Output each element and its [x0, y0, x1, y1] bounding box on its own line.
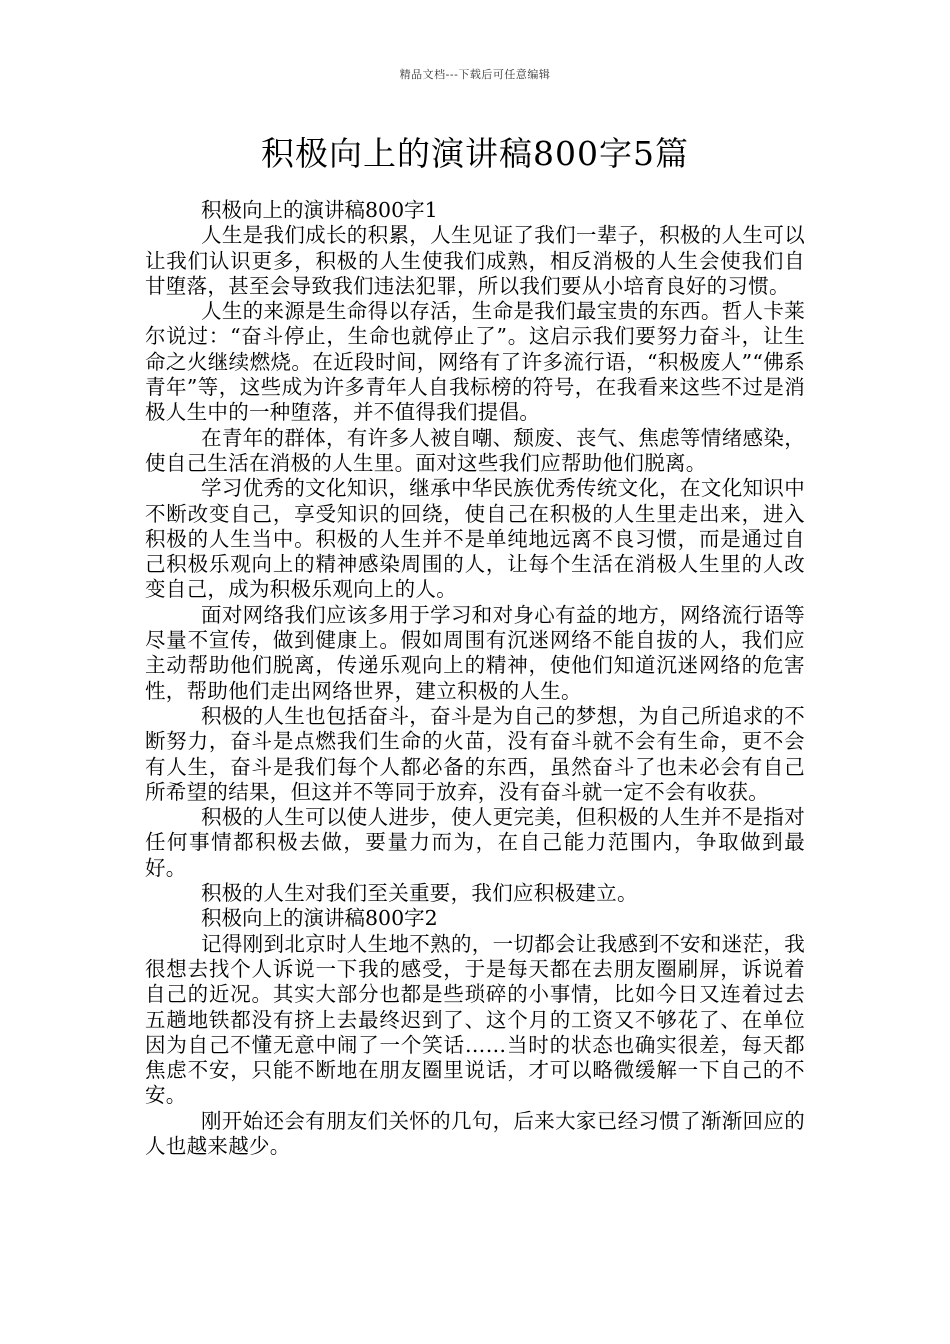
paragraph: 面对网络我们应该多用于学习和对身心有益的地方，网络流行语等尽量不宣传，做到健康上。假如周围有沉迷网络不能自拔的人，我们应主动帮助他们脱离，传递乐观向上的精神，使他们知道沉迷网络的危害性，帮助他们走出网络世界，建立积极的人生。 — [145, 602, 805, 703]
paragraph: 在青年的群体，有许多人被自嘲、颓废、丧气、焦虑等情绪感染，使自己生活在消极的人生里。面对这些我们应帮助他们脱离。 — [145, 425, 805, 475]
paragraph: 刚开始还会有朋友们关怀的几句，后来大家已经习惯了渐渐回应的人也越来越少。 — [145, 1108, 805, 1158]
paragraph: 积极的人生可以使人进步，使人更完美，但积极的人生并不是指对任何事情都积极去做，要量力而为，在自己能力范围内，争取做到最好。 — [145, 805, 805, 880]
header-note: 精品文档---下载后可任意编辑 — [399, 68, 551, 81]
paragraph: 积极的人生也包括奋斗，奋斗是为自己的梦想，为自己所追求的不断努力，奋斗是点燃我们生命的火苗，没有奋斗就不会有生命，更不会有人生，奋斗是我们每个人都必备的东西，虽然奋斗了也未必会有自己所希望的结果，但这并不等同于放弃，没有奋斗就一定不会有收获。 — [145, 703, 805, 804]
document-body — [145, 198, 805, 1159]
paragraph: 记得刚到北京时人生地不熟的，一切都会让我感到不安和迷茫，我很想去找个人诉说一下我的感受，于是每天都在去朋友圈刷屏，诉说着自己的近况。其实大部分也都是些琐碎的小事情，比如今日又连着过去五趟地铁都没有挤上去最终迟到了、这个月的工资又不够花了、在单位因为自己不懂无意中闹了一个笑话……当时的状态也确实很差，每天都焦虑不安，只能不断地在朋友圈里说话，才可以略微缓解一下自己的不安。 — [145, 931, 805, 1108]
section-heading: 积极向上的演讲稿800字2 — [201, 906, 438, 931]
paragraph: 人生是我们成长的积累，人生见证了我们一辈子，积极的人生可以让我们认识更多，积极的人生使我们成熟，相反消极的人生会使我们自甘堕落，甚至会导致我们违法犯罪，所以我们要从小培育良好的习惯。 — [145, 223, 805, 298]
section-heading: 积极向上的演讲稿800字1 — [201, 198, 438, 222]
paragraph: 人生的来源是生命得以存活，生命是我们最宝贵的东西。哲人卡莱尔说过：“奋斗停止，生命也就停止了”。这启示我们要努力奋斗，让生命之火继续燃烧。在近段时间，网络有了许多流行语，“积极废人”“佛系青年”等，这些成为许多青年人自我标榜的符号，在我看来这些不过是消极人生中的一种堕落，并不值得我们提倡。 — [145, 299, 805, 425]
paragraph: 学习优秀的文化知识，继承中华民族优秀传统文化，在文化知识中不断改变自己，享受知识的回绕，使自己在积极的人生里走出来，进入积极的人生当中。积极的人生并不是单纯地远离不良习惯，而是通过自己积极乐观向上的精神感染周围的人，让每个生活在消极人生里的人改变自己，成为积极乐观向上的人。 — [145, 476, 805, 602]
paragraph: 积极的人生对我们至关重要，我们应积极建立。 — [201, 881, 638, 906]
document-title: 积极向上的演讲稿800字5篇 — [261, 134, 689, 173]
